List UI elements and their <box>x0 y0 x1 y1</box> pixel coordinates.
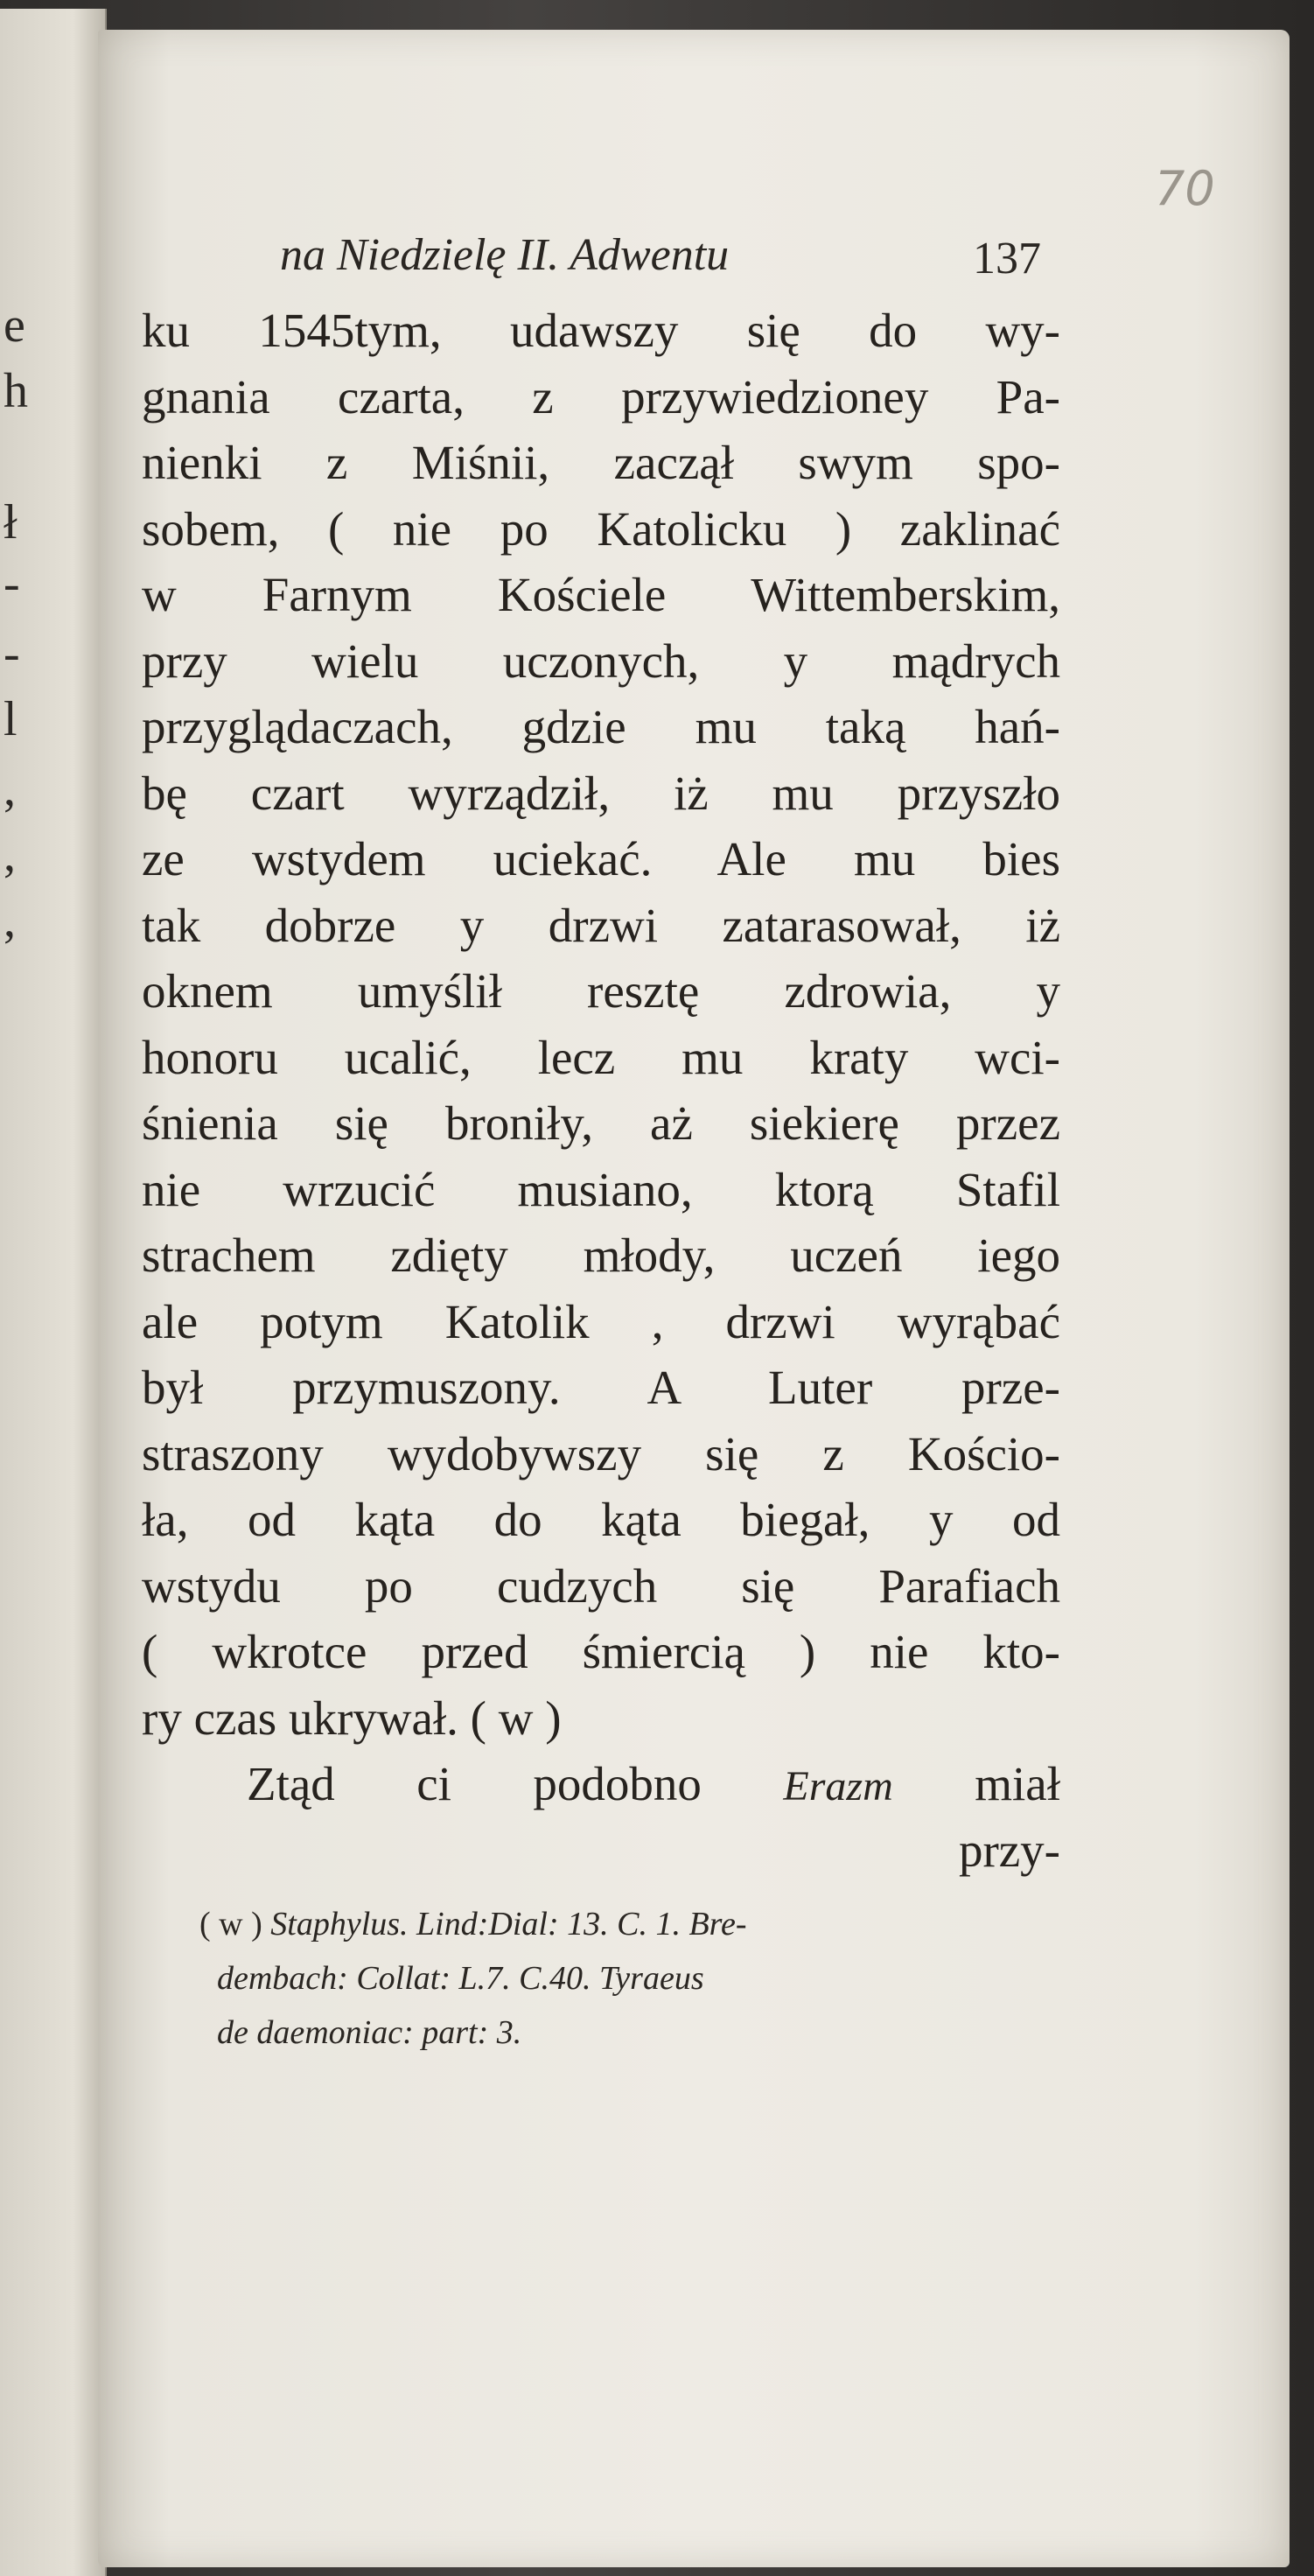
footnote <box>199 1897 1039 2060</box>
text-line: ( wkrotce przed śmiercią ) nie kto- <box>142 1625 1060 1678</box>
pencil-folio-note: 70 <box>1155 161 1215 216</box>
text-line: straszony wydobywszy się z Kościo- <box>142 1426 1060 1480</box>
text-line: strachem zdięty młody, uczeń iego <box>142 1228 1060 1282</box>
text-line: oknem umyślił resztę zdrowia, y <box>142 964 1060 1018</box>
footnote-text: de daemoniac: part: 3. <box>217 2014 522 2051</box>
text-line: honoru ucalić, lecz mu kraty wci- <box>142 1030 1060 1084</box>
text-line: bę czart wyrządził, iż mu przyszło <box>142 766 1060 820</box>
footnote-text: dembach: Collat: L.7. C.40. Tyraeus <box>217 1960 704 1997</box>
text-line: ale potym Katolik , drzwi wyrąbać <box>142 1294 1060 1348</box>
page-header <box>280 229 1041 290</box>
left-fragment: , <box>3 893 16 948</box>
footnote-line <box>199 1897 1039 1951</box>
text-line: nienki z Miśnii, zaczął swym spo- <box>142 436 1060 489</box>
footnote-text: Staphylus. Lind:Dial: 13. C. 1. Bre- <box>270 1906 747 1942</box>
text-line: nie wrzucić musiano, ktorą Stafil <box>142 1162 1060 1216</box>
main-text <box>142 298 1060 1883</box>
text-line: ry czas ukrywał. ( w ) <box>142 1690 562 1745</box>
running-title: na Niedzielę II. Adwentu <box>280 230 730 280</box>
text-line: sobem, ( nie po Katolicku ) zaklinać <box>142 501 1060 556</box>
text-line: gnania czarta, z przywiedzioney Pa- <box>142 369 1060 424</box>
left-fragment: , <box>3 762 16 816</box>
footnote-marker: ( w ) <box>199 1906 262 1942</box>
name-erazm: Erazm <box>783 1763 893 1810</box>
text-line: był przymuszony. A Luter prze- <box>142 1361 1060 1414</box>
text-line: przyglądaczach, gdzie mu taką hań- <box>142 700 1060 753</box>
text-line: ku 1545tym, udawszy się do wy- <box>142 304 1060 357</box>
text-line: w Farnym Kościele Wittemberskim, <box>142 568 1060 621</box>
text-line: ła, od kąta do kąta biegał, y od <box>142 1493 1060 1546</box>
catchword: przy- <box>958 1823 1060 1877</box>
left-fragment: h <box>3 364 28 418</box>
page-number: 137 <box>973 234 1041 284</box>
left-fragment: l <box>3 692 17 746</box>
footnote-line <box>199 1951 1039 2006</box>
left-fragment: - <box>3 556 20 611</box>
text-line: ze wstydem uciekać. Ale mu bies <box>142 832 1060 886</box>
footnote-line <box>199 2006 1039 2060</box>
left-fragment: , <box>3 828 16 882</box>
paragraph-start-line <box>142 1751 1060 1817</box>
left-fragment: e <box>3 298 25 353</box>
text-line: tak dobrze y drzwi zatarasował, iż <box>142 898 1060 952</box>
text-line: wstydu po cudzych się Parafiach <box>142 1558 1060 1613</box>
text-line: przy wielu uczonych, y mądrych <box>142 634 1060 688</box>
left-fragment: - <box>3 626 20 681</box>
text-line: śnienia się broniły, aż siekierę przez <box>142 1096 1060 1150</box>
text-span: Ztąd ci podobno <box>247 1757 784 1810</box>
left-fragment: ł <box>3 495 17 550</box>
text-span: miał <box>892 1757 1060 1810</box>
left-page-edge <box>0 9 107 2576</box>
